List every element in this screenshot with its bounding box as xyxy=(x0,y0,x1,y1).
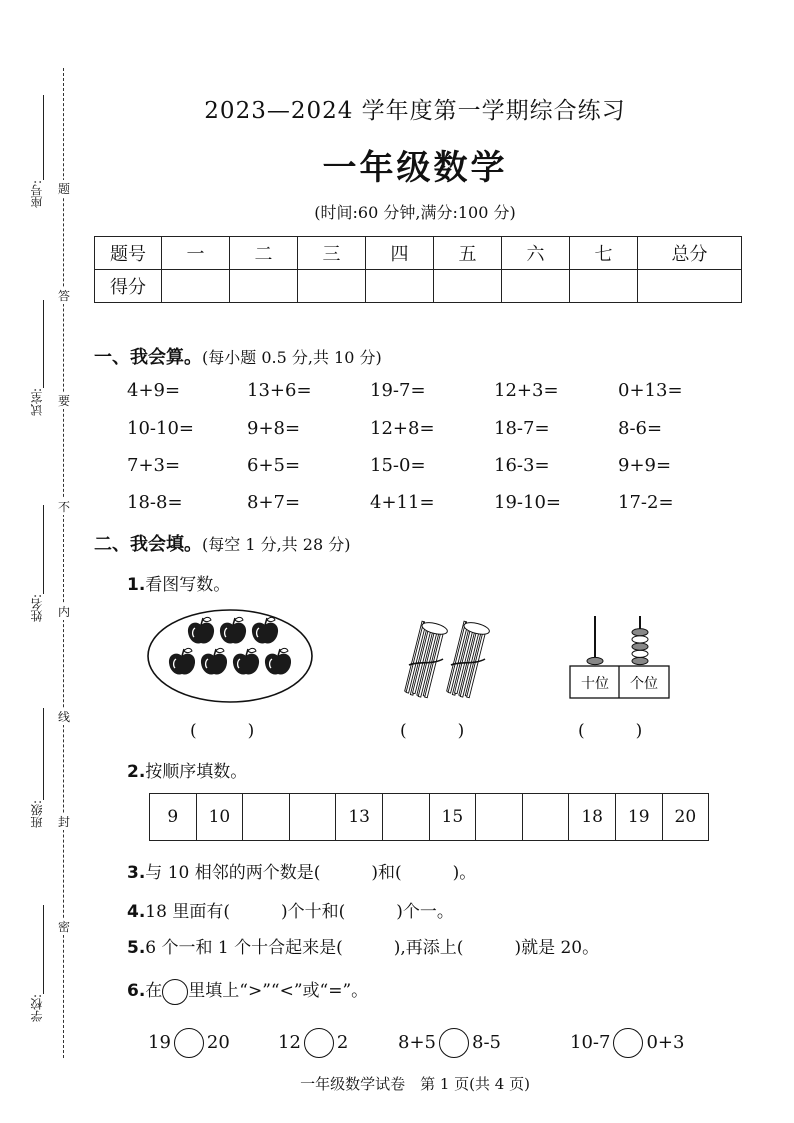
sequence-row xyxy=(150,794,709,841)
comparison-item xyxy=(570,1028,684,1058)
calc-item[interactable]: 9+9= xyxy=(618,455,672,476)
question-number: 2. xyxy=(127,762,146,782)
abacus-bead xyxy=(632,636,648,643)
score-table-header-row xyxy=(95,237,742,270)
class-field[interactable] xyxy=(43,708,45,800)
question-text: 6 个一和 1 个十合起来是( ),再添上( )就是 20。 xyxy=(145,938,600,958)
seal-char: 题 xyxy=(57,182,70,196)
calc-item[interactable]: 9+8= xyxy=(247,418,301,439)
sequence-cell: 13 xyxy=(336,794,383,841)
seal-char: 封 xyxy=(57,815,70,829)
question-1 xyxy=(127,570,230,595)
stick-bundle xyxy=(405,620,449,697)
answer-blank-apples[interactable]: ( ) xyxy=(190,721,255,741)
calc-item[interactable]: 18-8= xyxy=(127,492,183,513)
section2-note: (每空 1 分,共 28 分) xyxy=(202,535,351,554)
tens-label: 十位 xyxy=(581,676,609,692)
question-text: 与 10 相邻的两个数是( )和( )。 xyxy=(145,863,477,883)
score-header-cell: 一 xyxy=(162,237,230,270)
question-3 xyxy=(127,858,476,883)
name-field[interactable] xyxy=(43,505,45,594)
compare-circle[interactable] xyxy=(304,1028,334,1058)
calc-item[interactable]: 0+13= xyxy=(618,380,683,401)
score-cell[interactable] xyxy=(298,270,366,303)
compare-left: 12 xyxy=(278,1032,301,1053)
score-header-cell: 总分 xyxy=(638,237,742,270)
score-header-cell: 二 xyxy=(230,237,298,270)
time-info: (时间:60 分钟,满分:100 分) xyxy=(314,203,516,222)
calc-item[interactable]: 18-7= xyxy=(494,418,550,439)
page-footer: 一年级数学试卷 第 1 页(共 4 页) xyxy=(300,1075,530,1093)
calc-item[interactable]: 16-3= xyxy=(494,455,550,476)
class-label: 班级: xyxy=(30,800,44,829)
score-table xyxy=(94,236,742,303)
seat-number-label: 座号: xyxy=(30,180,44,209)
abacus-picture xyxy=(568,610,672,702)
comparison-item xyxy=(278,1028,348,1058)
sequence-blank-cell[interactable] xyxy=(289,794,336,841)
stick-bundle xyxy=(447,620,490,697)
compare-circle[interactable] xyxy=(174,1028,204,1058)
section1-title: 一、我会算。 xyxy=(94,347,202,368)
compare-right: 8-5 xyxy=(472,1032,501,1053)
section2-heading xyxy=(94,530,350,556)
question-5 xyxy=(127,933,599,958)
calc-item[interactable]: 15-0= xyxy=(370,455,426,476)
compare-left: 10-7 xyxy=(570,1032,611,1053)
apples-picture xyxy=(145,606,315,706)
apple-icon xyxy=(169,648,195,674)
sequence-cell: 10 xyxy=(196,794,243,841)
room-label: 试室: xyxy=(30,388,44,417)
seal-char: 线 xyxy=(57,710,70,724)
calc-item[interactable]: 12+3= xyxy=(494,380,559,401)
calc-item[interactable]: 17-2= xyxy=(618,492,674,513)
score-cell[interactable] xyxy=(570,270,638,303)
abacus-bead xyxy=(632,629,648,636)
seal-char: 内 xyxy=(57,605,70,619)
apple-group xyxy=(169,617,291,674)
sequence-blank-cell[interactable] xyxy=(382,794,429,841)
calc-item[interactable]: 8-6= xyxy=(618,418,663,439)
name-label: 姓名: xyxy=(30,594,44,623)
compare-circle[interactable] xyxy=(439,1028,469,1058)
room-field[interactable] xyxy=(43,300,45,388)
question-6 xyxy=(127,976,368,1006)
circle-icon xyxy=(162,979,188,1005)
school-label: 学校: xyxy=(30,994,44,1023)
score-header-cell: 三 xyxy=(298,237,366,270)
sequence-cell: 19 xyxy=(615,794,662,841)
calc-item[interactable]: 6+5= xyxy=(247,455,301,476)
abacus-bead xyxy=(632,650,648,657)
question-text: 按顺序填数。 xyxy=(145,762,248,782)
apple-icon xyxy=(188,617,214,643)
score-cell[interactable] xyxy=(230,270,298,303)
score-cell[interactable] xyxy=(638,270,742,303)
score-header-cell: 四 xyxy=(366,237,434,270)
question-2 xyxy=(127,757,247,782)
section1-note: (每小题 0.5 分,共 10 分) xyxy=(202,348,382,367)
sequence-blank-cell[interactable] xyxy=(243,794,290,841)
calc-item[interactable]: 7+3= xyxy=(127,455,181,476)
score-cell[interactable] xyxy=(502,270,570,303)
question-number: 3. xyxy=(127,863,146,883)
sticks-picture xyxy=(395,615,490,705)
question-text: 18 里面有( )个十和( )个一。 xyxy=(145,902,454,922)
question-number: 1. xyxy=(127,575,146,595)
abacus-bead xyxy=(632,643,648,650)
score-header-cell: 题号 xyxy=(95,237,162,270)
comparison-item xyxy=(398,1028,501,1058)
calc-item[interactable]: 12+8= xyxy=(370,418,435,439)
compare-left: 8+5 xyxy=(398,1032,436,1053)
score-row-label: 得分 xyxy=(95,270,162,303)
question-number: 6. xyxy=(127,981,146,1001)
answer-blank-abacus[interactable]: ( ) xyxy=(578,721,643,741)
score-cell[interactable] xyxy=(162,270,230,303)
answer-blank-sticks[interactable]: ( ) xyxy=(400,721,465,741)
compare-right: 0+3 xyxy=(646,1032,685,1053)
calc-item[interactable]: 13+6= xyxy=(247,380,312,401)
score-header-cell: 六 xyxy=(502,237,570,270)
score-cell[interactable] xyxy=(434,270,502,303)
calc-item[interactable]: 4+9= xyxy=(127,380,181,401)
score-header-cell: 五 xyxy=(434,237,502,270)
score-table-score-row xyxy=(95,270,742,303)
seal-char: 要 xyxy=(57,394,70,408)
sequence-cell: 9 xyxy=(150,794,197,841)
sequence-blank-cell[interactable] xyxy=(476,794,523,841)
seal-char: 密 xyxy=(57,920,70,934)
score-header-cell: 七 xyxy=(570,237,638,270)
section2-title: 二、我会填。 xyxy=(94,534,202,555)
compare-right: 2 xyxy=(336,1032,349,1053)
seal-char: 不 xyxy=(57,500,70,514)
apple-icon xyxy=(220,617,246,643)
sequence-cell: 20 xyxy=(662,794,709,841)
question-text-before: 在 xyxy=(145,981,163,1001)
school-field[interactable] xyxy=(43,905,45,994)
score-cell[interactable] xyxy=(366,270,434,303)
question-text: 看图写数。 xyxy=(145,575,231,595)
apple-icon xyxy=(201,648,227,674)
apple-icon xyxy=(233,648,259,674)
sequence-table xyxy=(149,793,709,841)
question-number: 5. xyxy=(127,938,146,958)
sequence-blank-cell[interactable] xyxy=(522,794,569,841)
compare-left: 19 xyxy=(148,1032,171,1053)
sequence-cell: 15 xyxy=(429,794,476,841)
calc-item[interactable]: 19-7= xyxy=(370,380,426,401)
question-number: 4. xyxy=(127,902,146,922)
abacus-bead xyxy=(587,657,603,664)
question-4 xyxy=(127,897,454,922)
apple-icon xyxy=(252,617,278,643)
calc-item[interactable]: 10-10= xyxy=(127,418,194,439)
compare-right: 20 xyxy=(206,1032,230,1053)
calc-item[interactable]: 19-10= xyxy=(494,492,561,513)
school-year-title: 2023—2024 学年度第一学期综合练习 xyxy=(204,98,626,124)
sequence-cell: 18 xyxy=(569,794,616,841)
calc-item[interactable]: 8+7= xyxy=(247,492,301,513)
abacus-bead xyxy=(632,657,648,664)
seal-char: 答 xyxy=(57,289,70,303)
apple-icon xyxy=(265,648,291,674)
section1-heading xyxy=(94,343,382,369)
subject-title: 一年级数学 xyxy=(322,148,508,188)
calc-item[interactable]: 4+11= xyxy=(370,492,435,513)
comparison-item xyxy=(148,1028,230,1058)
ones-label: 个位 xyxy=(630,676,658,692)
question-text-after: 里填上“>”“<”或“=”。 xyxy=(188,981,369,1001)
compare-circle[interactable] xyxy=(613,1028,643,1058)
